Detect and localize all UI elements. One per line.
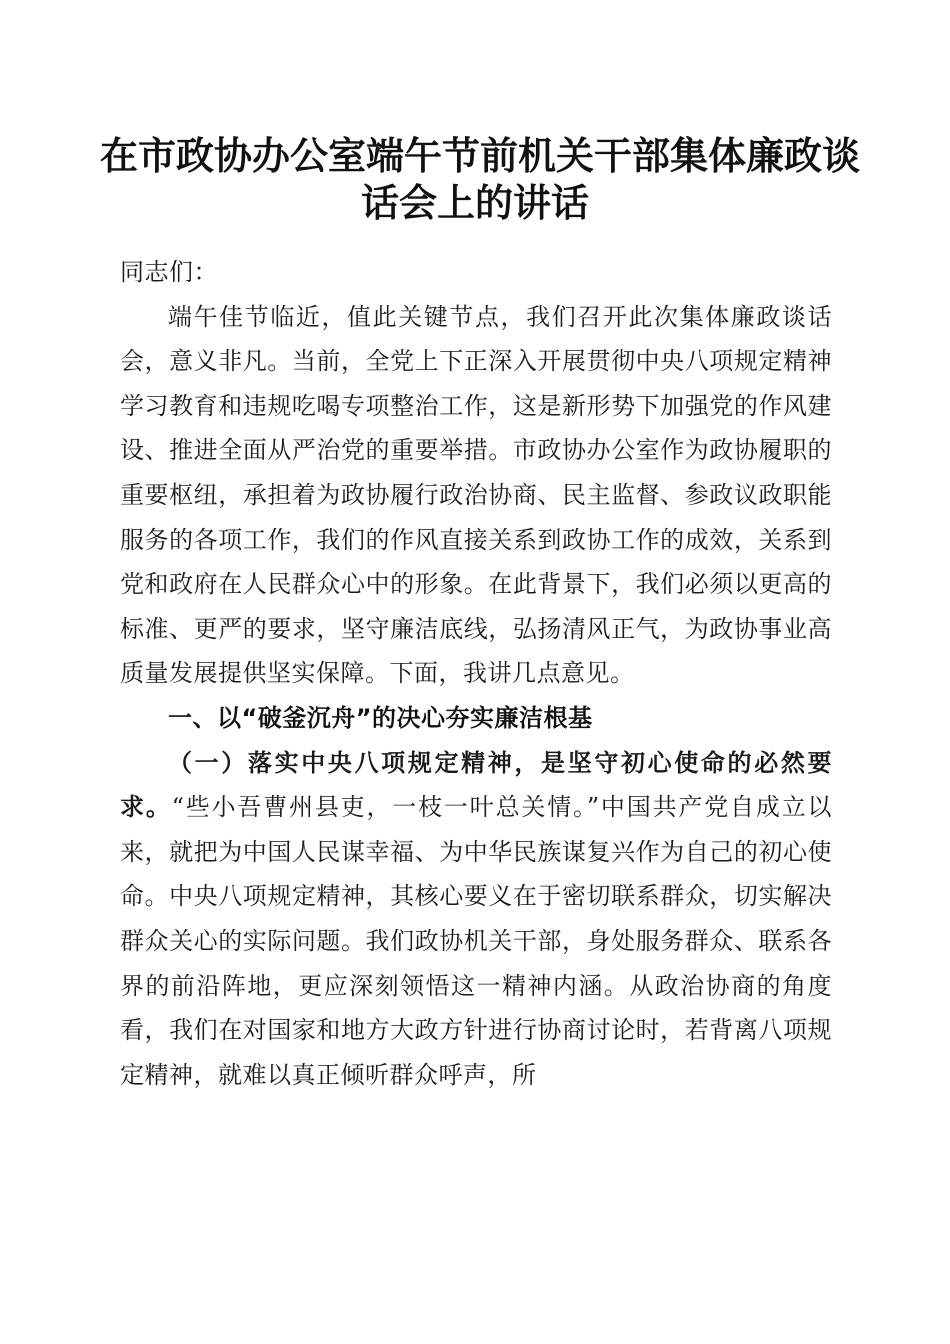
document-title (100, 132, 861, 226)
subsection-paragraph-1 (120, 741, 832, 1098)
document-body (120, 250, 832, 1097)
opening-paragraph: 端午佳节临近，值此关键节点，我们召开此次集体廉政谈话会，意义非凡。当前，全党上下正深入开展贯彻中央八项规定精神学习教育和违规吃喝专项整治工作，这是新形势下加强党的作风建设、推进全面从严治党的重要举措。市政协办公室作为政协履职的重要枢纽，承担着为政协履行政治协商、民主监督、参政议政职能服务的各项工作，我们的作风直接关系到政协工作的成效，关系到党和政府在人民群众心中的形象。在此背景下，我们必须以更高的标准、更严的要求，坚守廉洁底线，弘扬清风正气，为政协事业高质量发展提供坚实保障。下面，我讲几点意见。 (120, 302, 832, 688)
salutation: 同志们： (120, 258, 218, 286)
section-heading-1: 一、以“破釜沉舟”的决心夯实廉洁根基 (168, 703, 593, 732)
subsection-heading-1: （一）落实中央八项规定精神，是坚守初心使命的必然要求。 (120, 748, 832, 822)
title-line-2: 话会上的讲话 (360, 180, 589, 225)
title-line-1: 在市政协办公室端午节前机关干部集体廉政谈 (100, 133, 861, 178)
subsection-body-1: “些小吾曹州县吏，一枝一叶总关情。”中国共产党自成立以来，就把为中国人民谋幸福、为中华民族谋复兴作为自己的初心使命。中央八项规定精神，其核心要义在于密切联系群众，切实解决群众关心的实际问题。我们政协机关干部，身处服务群众、联系各界的前沿阵地，更应深刻领悟这一精神内涵。从政治协商的角度看，我们在对国家和地方大政方针进行协商讨论时，若背离八项规定精神，就难以真正倾听群众呼声，所 (120, 793, 832, 1089)
